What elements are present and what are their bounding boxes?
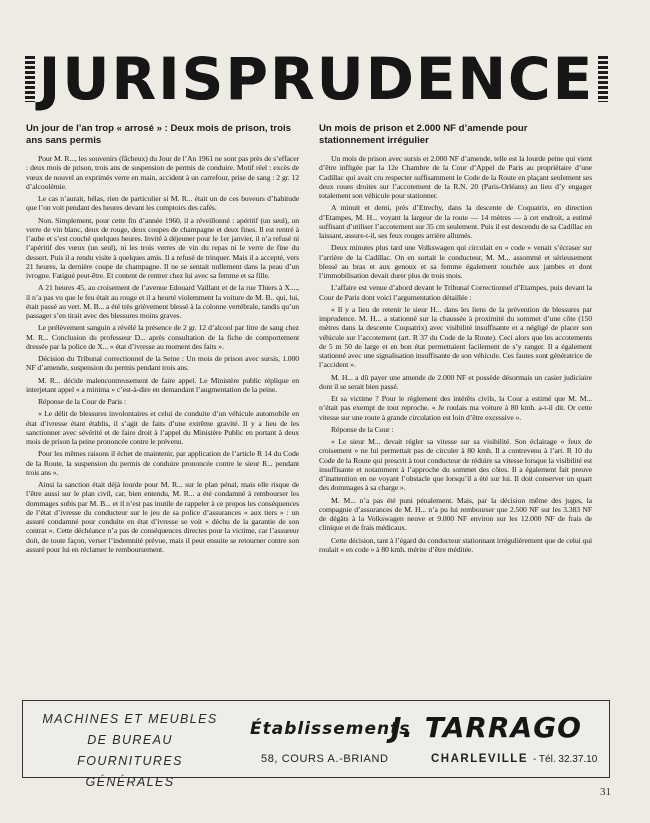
ad-line-2: DE BUREAU xyxy=(87,733,173,747)
paragraph: Pour M. R..., les souvenirs (fâcheux) du Jour de l’An 1961 ne sont pas près de s’effacer : deux mois de prison, trois ans de suspension de permis de conduire. Motif réel : excès de vœux de nouvel an exprimés verre en main, accident à un carrefour, prise de sang : 2 gr. 12 d’alcoolémie. xyxy=(26,154,299,191)
paragraph: M. M... n’a pas été puni pénalement. Mais, par la décision même des juges, la compagnie d’assurances de M. H... n’a pu lui rembourser que 2.500 NF sur les 3.383 NF de dégâts à la Volkswagen neuve et 9.000 NF environ sur les 12.000 NF de frais de clinique et de frais médicaux. xyxy=(319,495,592,533)
banner-title: JURISPRUDENCE xyxy=(25,42,608,116)
paragraph: « Le délit de blessures involontaires et celui de conduite d’un véhicule automobile en état d’ivresse étant établis, il s’agit de faits d’une extrême gravité. Il y a lieu de les sanctionner avec sévérité et de faire droit à l’appel du Ministère Public en portant à deux mois de prison la peine prononcée contre le prévenu. xyxy=(26,409,299,446)
paragraph: Réponse de la Cour : xyxy=(331,424,394,434)
ad-telephone: - Tél. 32.37.10 xyxy=(533,754,598,765)
paragraph: M. H... a dû payer une amende de 2.000 NF et possède désormais un casier judiciaire dont il se serait bien passé. xyxy=(319,372,592,391)
ad-line-3: FOURNITURES GÉNÉRALES xyxy=(77,754,183,789)
paragraph: Deux minutes plus tard une Volkswagen qui circulait en « code » venait s’écraser sur l’arrière de la Cadillac. On en sortait le conducteur, M. M... assommé et sérieusement blessé au bras et aux genoux et sa femme également touchée aux jambes et dont l’immobilisation devait durer plus de trois mois. xyxy=(319,243,592,280)
paragraph: Un mois de prison avec sursis et 2.000 NF d’amende, telle est la lourde peine qui vient d’être infligée par la 12e Chambre de la Cour d’Appel de Paris au propriétaire d’une Cadillac qui avait cru respecter suffisamment le Code de la Route en plaçant seulement ses deux roues droites sur l’accotement de la R.N. 20 (Paris-Orléans) au lieu d’y engager totalement son véhicule pour stationner. xyxy=(319,154,592,200)
left-article-heading: Un jour de l’an trop « arrosé » : Deux mois de prison, trois ans sans permis xyxy=(26,123,291,146)
ad-company-name: J. TARRAGO xyxy=(391,711,582,744)
ad-city: CHARLEVILLE xyxy=(431,753,528,765)
paragraph: A minuit et demi, près d’Etrechy, dans la descente de Coquatrix, en direction d’Etampes, M. H... voyant la largeur de la route — 14 mètres — à cet endroit, a estimé suffisant d’utiliser l’accotement sur 35 cm seulement. Puis il est descendu de sa Cadillac en laissant, assure-t-il, ses feux rouges arrière allumés. xyxy=(319,203,592,240)
ad-product-lines xyxy=(35,709,225,793)
right-column xyxy=(319,123,592,557)
advertisement-box xyxy=(22,700,610,789)
paragraph: « Il y a lieu de retenir le sieur H... dans les liens de la prévention de blessures par imprudence. M. H... a stationné sur la chaussée à proximité du sommet d’une côte (150 mètres dans la descente Coquatrix) avec visibilité insuffisante et a négligé de placer son véhicule sur l’accotement (art. R 37 du Code de la Route). Ceci alors que les accotements de 5 m 50 de large et en bon état permettaient facilement de s’y ranger. Il a également stationné avec une signalisation insuffisante de son véhicule. Ces fautes sont génératrice de l’accident ». xyxy=(319,304,592,370)
paragraph: Pour les mêmes raisons il échet de maintenir, par application de l’article R 14 du Code de la Route, la suspension du permis de conduire prononcée contre le sieur R... pendant trois ans ». xyxy=(26,449,299,477)
ad-line-1: MACHINES ET MEUBLES xyxy=(42,712,218,726)
section-banner xyxy=(25,42,608,116)
paragraph: M. R... décide malencontreusement de faire appel. Le Ministère public réplique en interjetant appel « a minima » c’est-à-dire en demandant l’augmentation de la peine. xyxy=(26,375,299,394)
paragraph: Décision du Tribunal correctionnel de la Seine : Un mois de prison avec sursis, 1.000 NF d’amende, suspension du permis pendant trois ans. xyxy=(26,354,299,373)
ad-etablissements: Établissements xyxy=(250,719,411,739)
page-number: 31 xyxy=(600,786,611,798)
paragraph: Cette décision, tant à l’égard du conducteur stationnant irrégulièrement que de celui qui roulait « en code » à 80 kmh. mérite d’être méditée. xyxy=(319,535,592,554)
paragraph: Le prélèvement sanguin a révélé la présence de 2 gr. 12 d’alcool par litre de sang chez M. R... Conclusion du professeur D... après consultation de la fiche de comportement dressée par la police de X... « état d’ivresse au moment des faits ». xyxy=(26,323,299,351)
right-article-heading: Un mois de prison et 2.000 NF d’amende pour stationnement irrégulier xyxy=(319,123,528,146)
ad-address: 58, COURS A.-BRIAND xyxy=(261,753,389,765)
paragraph: Le cas n’aurait, hélas, rien de particulier si M. R... était un de ces buveurs d’habitude que l’on voit pendant des heures devant les comptoirs des cafés. xyxy=(26,194,299,213)
paragraph: L’affaire est venue d’abord devant le Tribunal Correctionnel d’Etampes, puis devant la Cour de Paris dont voici l’argumentation détaillée : xyxy=(319,283,592,302)
paragraph: Ainsi la sanction était déjà lourde pour M. R... sur le plan pénal, mais elle risque de l’être aussi sur le plan civil, car, bien entendu, M. R... a été condamné à rembourser les dommages subis par M. B... et il n’est pas inutile de rappeler à ce propos les conséquences de l’état d’ivresse du conducteur sur le jeu de sa police d’assurances « aux tiers » : un assuré condamné pour conduite en état d’ivresse se voit « déchu de la garantie de son contrat ». Cette déchéance n’a pas de conséquences directes pour la victime, car l’assureur doit, de toute façon, verser l’indemnité prévue, mais il peut ensuite se retourner contre son assuré pour lui en réclamer le remboursement. xyxy=(26,480,299,554)
paragraph: « Le sieur M... devait régler sa vitesse sur sa visibilité. Son éclairage « feux de croisement » ne lui permettait pas de circuler à 80 kmh. Il a contrevenu à l’art. R 10 du Code de la Route qui prescrit à tout conducteur de réduire sa vitesse lorsque la visibilité est insuffisante et notamment à l’approche du sommet des côtes. Il a également fait preuve d’inattention en ne voyant l’obstacle que lorsqu’il a été sur lui. Il doit conserver un quart des dommages à sa charge ». xyxy=(319,437,592,493)
left-column xyxy=(26,123,299,557)
paragraph: A 21 heures 45, au croisement de l’avenue Edouard Vaillant et de la rue Thiers à X...., il n’a pas vu que le feu était au rouge et il a heurté violemment la voiture de M. B.. qui, lui, était passé au vert. M. B... a été très grièvement blessé à la colonne vertébrale, tandis qu’un passager s’en tirait avec des blessures moins graves. xyxy=(26,283,299,320)
paragraph: Et sa victime ? Pour le règlement des intérêts civils, la Cour a estimé que M. M... n’était pas exempt de tout reproche. « Je roulais ma voiture à 80 kmh. a-t-il dit. Or cette vitesse sur une route à grande circulation est loin d’être excessive ». xyxy=(319,394,592,422)
paragraph: Réponse de la Cour de Paris : xyxy=(38,397,127,406)
paragraph: Non. Simplement, pour cette fin d’année 1960, il a réveillonné : apéritif (un seul), un verre de vin blanc, deux de rouge, deux coupes de champagne et deux fines. Il est rentré à l’aube et s’est couché quelques heures. Invité à déjeuner pour le 1er janvier, il n’a refusé ni l’apéritif des vœux (un seul), ni les trois verres de vin du repas ni le verre de fine du dessert. Puis il a rendu visite à quelques amis. Il a refusé de trinquer. Mais il a accepté, vers 21 heures, la dernière coupe de champagne. Il ne se sentait nullement dans la peau d’un ivrogne. Fatigué peut-être. Et content de rentrer chez lui avec sa femme et sa fille. xyxy=(26,215,299,280)
